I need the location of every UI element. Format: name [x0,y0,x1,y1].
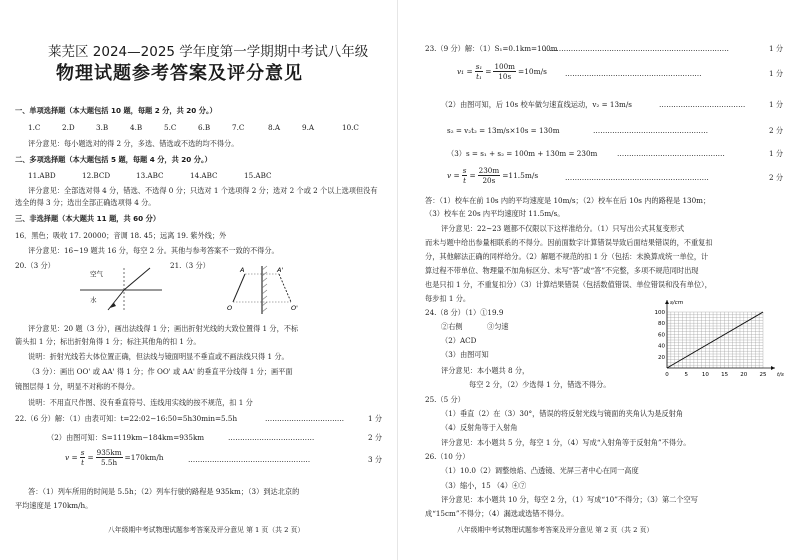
q23-line-3: （2）由图可知，后 10s 校车做匀速直线运动，v₂ = 13m/s [441,100,632,109]
q23-points-3: 1 分 [769,100,784,109]
q23-eq-20s: 20s [482,176,496,185]
q20-note-1: 评分意见：20 题（3 分），画出法线得 1 分；画出折射光线的大致位置得 1 分，不标 [28,324,299,333]
q23-v1-equation: v₁ = $\frac{\text{s₁}}{\text{t₁}}$ = $\frac{100m}{10s}$ =10m/s [457,62,547,81]
q23-points-2: 1 分 [769,69,784,78]
x-tick-label: 15 [721,372,729,378]
q23-eq-s: s [462,166,467,175]
q26-line-2: （3）缩小，15 （4）④⑦ [441,481,527,490]
q25-line-1: （1）垂直（2）在（3）30°，错误的将反射光线与镜面的夹角认为是反射角 [441,409,684,418]
air-label: 空气 [90,270,103,278]
q22-dots-1: …………………………… [265,414,345,423]
q22-answer-1: 答：（1）列车所用的时间是 5.5h；（2）列车行驶的路程是 935km；（3）到达北京的 [28,487,300,496]
x-tick-label: 5 [684,372,688,378]
plane-mirror-diagram [225,264,305,316]
q23-eq-10s: 10s [498,72,512,81]
y-tick-label: 40 [658,343,665,350]
q22-dots-3: …………………………………………… [188,455,311,464]
q24-line-2a: ②右侧 [441,322,463,331]
q25-note: 评分意见：本小题共 5 分，每空 1 分，（4）写成“入射角等于反射角”不得分。 [441,438,691,447]
x-tick-label: 25 [759,372,767,378]
q16-19-note: 评分意见：16~19 题共 16 分，每空 2 分。其他与参考答案不一致的不得分。 [28,246,279,255]
q16-19-answers: 16．黑色；吸收 17. 20000；音调 18. 45；远离 19. 紫外线；外 [15,231,227,240]
q22-eq-distance: 935km [96,448,122,457]
section-1-note: 评分意见：每小题选对的得 2 分，多选、错选或不选的均不得分。 [28,139,239,148]
answer-item: 2.D [62,123,75,132]
q23-note-4: 算过程不带单位、物理量不加角标区分、未写“答”或“答”不完整，多项不规范同时出现 [425,266,699,275]
water-label: 水 [90,296,97,304]
q23-dots-2: ………………………………………………… [565,69,702,78]
point-O-label: O [227,304,233,312]
q22-points-3: 3 分 [368,455,383,464]
section-2-title: 二、多项选择题（本大题包括 5 题，每题 4 分，共 20 分。） [15,155,212,164]
q23-line-5: （3）s = s₁ + s₂ = 100m + 130m = 230m [447,149,598,158]
q23-eq-100m: 100m [494,62,516,71]
q22-eq-result: =170km/h [124,453,164,462]
answer-item: 15.ABC [244,171,272,180]
q22-eq-v: v [65,453,70,462]
answer-item: 9.A [302,123,315,132]
y-axis-arrow-icon [665,300,669,304]
q22-eq-t: t [81,458,85,467]
q22-line-2: （2）由图可知：S=1119km−184km=935km [47,433,205,442]
q23-note-1: 评分意见：22~23 题都不仅限以下这样准给分。（1）只写出公式其复变形式 [441,224,685,233]
q22-line-1: 22.（6 分）解：（1）由表可知：t=22:02−16:50=5h30min=5.5h [15,414,238,423]
answer-item: 7.C [232,123,245,132]
q22-dots-2: ……………………………… [228,433,315,442]
q23-dots-1: …………………………………………………………………… [542,44,729,53]
q23-note-6: 每步扣 1 分。 [425,294,471,303]
q21-note-3: 说明：不用直尺作图、没有垂直符号、连线用实线的按不规范，扣 1 分 [28,398,253,407]
q26-note-2: 成“15cm”不得分；（4）漏选或选错不得分。 [425,509,569,518]
answer-item: 14.ABC [190,171,218,180]
q21-label: 21.（3 分） [170,261,210,270]
q26-note-1: 评分意见：本小题共 10 分，每空 2 分，（1）写成“10”不得分；（3）第二个空写 [441,495,698,504]
q25-label: 25.（5 分） [425,395,465,404]
exam-header: 莱芜区 2024—2025 学年度第一学期期中考试八年级 [48,44,369,60]
q22-eq-time: 5.5h [101,458,118,467]
answer-item: 8.A [268,123,281,132]
q23-eq-s1: s₁ [475,62,483,71]
q24-line-3: （2）ACD [441,336,477,345]
q21-note-2: 镜图层得 1 分，明显不对称的不得分。 [15,382,140,391]
q26-line-1: （1）10.0（2）调整烛焰、凸透镜、光屏三者中心在同一高度 [441,466,639,475]
answer-item: 5.C [164,123,177,132]
q23-points-5: 1 分 [769,149,784,158]
q26-label: 26.（10 分） [425,452,470,461]
x-tick-label: 20 [740,372,748,378]
q23-line-4: s₂ = v₂t₂ = 13m/s×10s = 130m [447,126,560,135]
answer-item: 13.ABC [136,171,164,180]
q23-answer-1: 答：（1）校车在前 10s 内的平均速度是 10m/s；（2）校车在后 10s 内的路程是 130m； [425,196,711,205]
q23-v-equation: v = $\frac{s}{t}$ = $\frac{230m}{20s}$ =11.5m/s [447,166,539,185]
q24-line-2b: ③匀速 [487,322,509,331]
q24-line-1: 24.（8 分）（1）①19.9 [425,308,504,317]
q23-dots-5: ……………………………………… [617,149,725,158]
point-A-image-label: A' [277,266,284,274]
q23-note-2: 而未与题中给出参量相联系的不得分。因前面数字计算错误导致后面结果错误的，不重复扣 [425,238,713,247]
image-AO [279,274,291,302]
answer-item: 4.B [130,123,143,132]
section-1-title: 一、单项选择题（本大题包括 10 题，每题 2 分，共 20 分。） [15,106,217,115]
q23-eq-v: v [447,171,452,180]
q23-note-3: 分，其他解法正确的同样给分。（2）解题不规范的扣 1 分（包括：未换算成统一单位，计 [425,252,709,261]
section-3-title: 三、非选择题（本大题共 11 题，共 60 分） [15,214,161,223]
mirror-hatch [262,266,267,312]
q23-answer-2: （3）校车在 20s 内平均速度时 11.5m/s。 [425,209,565,218]
q23-dots-6: …………………………………………………… [565,173,709,182]
q22-eq-s: s [80,448,85,457]
q24-line-4: （3）由图可知 [441,350,489,359]
q23-eq-t: t [463,176,467,185]
x-axis-arrow-icon [771,366,775,370]
refraction-diagram [80,264,170,314]
answer-item: 6.B [198,123,211,132]
q20-label: 20.（3 分） [15,261,55,270]
q23-eq-v1-result: =10m/s [518,67,547,76]
q23-eq-230m: 230m [478,166,500,175]
y-tick-label: 20 [658,354,665,361]
answer-item: 1.C [28,123,41,132]
q23-dots-3: ……………………………… [659,100,746,109]
page-footer-2: 八年级期中考试物理试题参考答案及评分意见 第 2 页（共 2 页） [457,526,654,534]
q22-speed-equation: v = $\frac{s}{t}$ = $\frac{935km}{5.5h}$ =170km/h [65,448,164,467]
x-tick-label: 0 [665,372,669,378]
answer-item: 3.B [96,123,109,132]
section-2-note-2: 选全的得 3 分；选出全部正确选项得 4 分。 [15,198,156,207]
q23-points-4: 2 分 [769,126,784,135]
q23-eq-t1: t₁ [476,72,482,81]
q22-points-1: 1 分 [368,414,383,423]
q23-points-6: 2 分 [769,173,784,182]
q23-note-5: 也是只扣 1 分，不重复扣分）（3）计算结果错误（包括数值错误、单位错误和没有单位）， [425,280,712,289]
q23-points-1: 1 分 [769,44,784,53]
q24-note-1: 评分意见：本小题共 8 分， [441,366,530,375]
object-AO [233,274,245,302]
q20-note-2: 箭头扣 1 分；标出折射角得 1 分；标注其他角的扣 1 分。 [15,337,201,346]
q25-line-2: （4）反射角等于入射角 [441,423,518,432]
q23-eq-v-result: =11.5m/s [502,171,539,180]
refracted-ray [108,290,124,310]
x-tick-label: 10 [701,372,709,378]
answer-item: 12.BCD [82,171,111,180]
y-axis-label: s/cm [670,300,684,306]
x-axis-label: t/s [777,372,784,378]
y-tick-label: 100 [654,310,665,316]
q21-note-1: （3 分）：画出 OO' 或 AA' 得 1 分；作 OO' 或 AA' 的垂直平分线得 1 分；画平面 [28,367,293,376]
y-tick-label: 60 [658,332,665,339]
q20-note-3: 说明：折射光线若大体位置正确，但法线与镜面明显不垂直或不画法线只得 1 分。 [28,352,289,361]
page-title: 物理试题参考答案及评分意见 [56,63,303,84]
q24-note-2: 每空 2 分，（2）少选得 1 分，错选不得分。 [469,380,611,389]
incident-ray [124,268,150,290]
page-footer-1: 八年级期中考试物理试题参考答案及评分意见 第 1 页（共 2 页） [108,526,305,534]
s-t-chart [647,300,787,380]
q23-dots-4: ………………………………………… [593,126,708,135]
answer-item: 11.ABD [28,171,56,180]
q23-eq-v1: v₁ [457,67,465,76]
q23-line-1: 23.（9 分）解：（1）S₁=0.1km=100m [425,44,558,53]
answer-page-2 [397,0,794,560]
point-O-image-label: O' [291,304,298,312]
answer-item: 10.C [342,123,359,132]
q22-answer-2: 平均速度是 170km/h。 [15,501,93,510]
point-A-label: A [240,266,245,274]
q22-points-2: 2 分 [368,433,383,442]
section-2-note-1: 评分意见：全部选对得 4 分，错选、不选得 0 分；只选对 1 个选项得 2 分；选对 2 个或 2 个以上选项但没有 [28,186,378,195]
y-tick-label: 80 [658,321,665,328]
